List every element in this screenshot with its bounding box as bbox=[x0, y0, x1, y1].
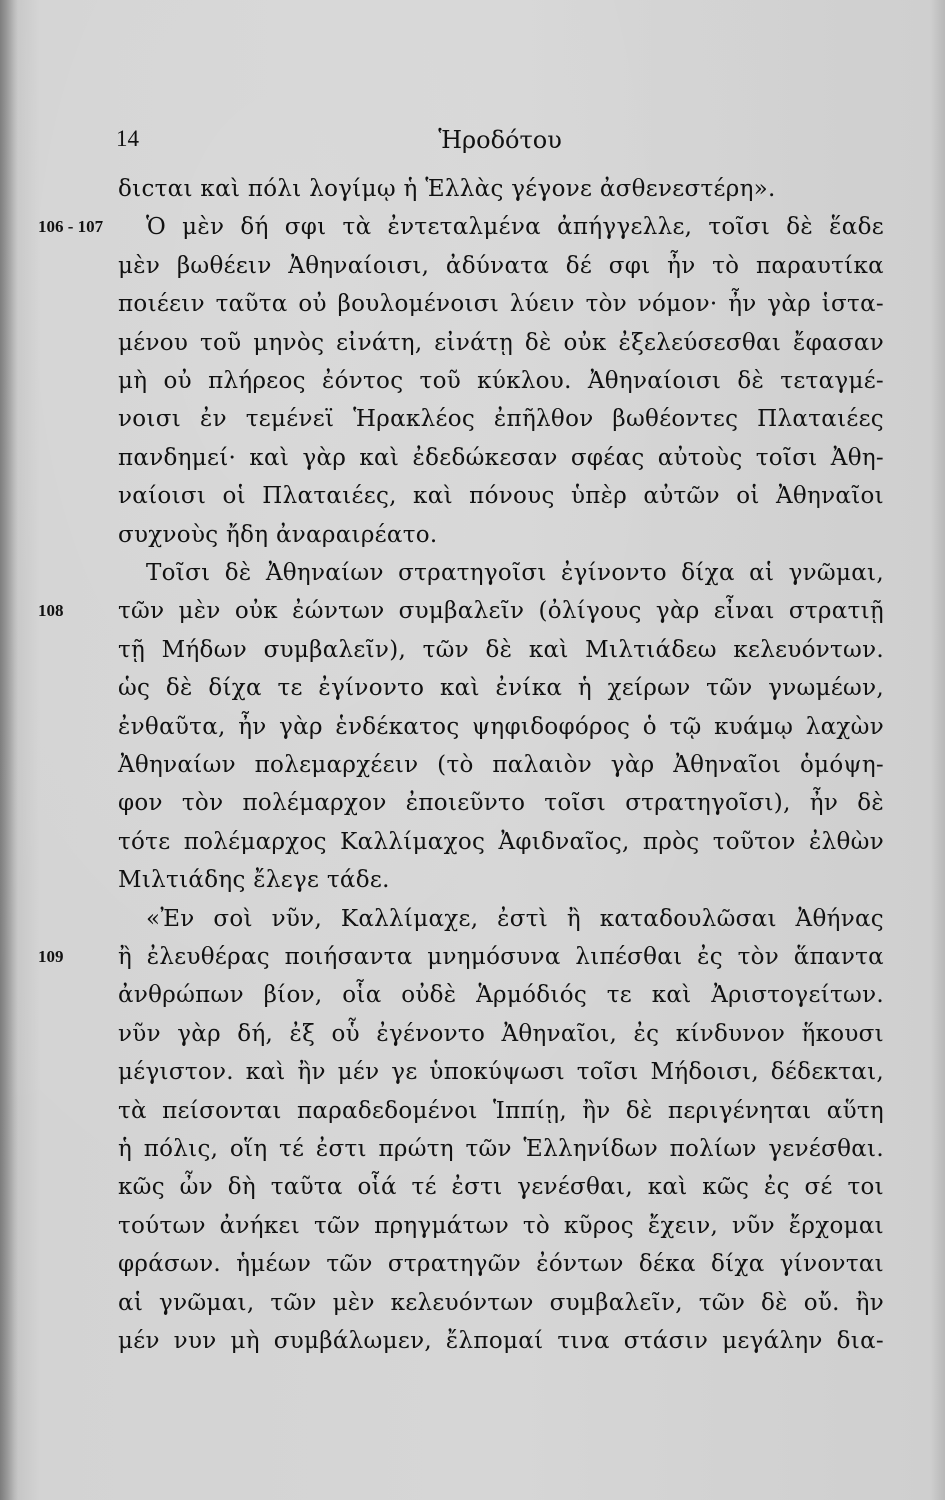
text-line: ἀνθρώπων βίον, οἷα οὐδὲ Ἁρμόδιός τε καὶ Ἀριστογείτων. bbox=[118, 982, 884, 1009]
text-line: μέν νυν μὴ συμβάλωμεν, ἔλπομαί τινα στάσιν μεγάλην δια- bbox=[118, 1328, 884, 1354]
text-line: μένου τοῦ μηνὸς εἰνάτη, εἰνάτῃ δὲ οὐκ ἐξελεύσεσθαι ἔφασαν bbox=[118, 329, 884, 356]
running-title: Ἡροδότου bbox=[438, 126, 562, 154]
text-line: αἱ γνῶμαι, τῶν μὲν κελευόντων συμβαλεῖν, τῶν δὲ οὔ. ἢν bbox=[118, 1289, 884, 1316]
text-line: τῶν μὲν οὐκ ἐώντων συμβαλεῖν (ὀλίγους γὰρ εἶναι στρατιῇ bbox=[118, 598, 884, 625]
page-edge-shadow bbox=[0, 0, 18, 1500]
text-line: ἡ πόλις, οἵη τέ ἐστι πρώτη τῶν Ἑλληνίδων πολίων γενέσθαι. bbox=[118, 1136, 884, 1162]
text-line: συχνοὺς ἤδη ἀναραιρέατο. bbox=[118, 521, 438, 548]
text-line: μέγιστον. καὶ ἢν μέν γε ὑποκύψωσι τοῖσι Μήδοισι, δέδεκται, bbox=[118, 1059, 884, 1086]
text-line: νοισι ἐν τεμένεϊ Ἡρακλέος ἐπῆλθον βωθέοντες Πλαταιέες bbox=[118, 406, 884, 433]
text-line: τὰ πείσονται παραδεδομένοι Ἱππίῃ, ἢν δὲ περιγένηται αὕτη bbox=[118, 1097, 884, 1124]
text-line: φράσων. ἡμέων τῶν στρατηγῶν ἐόντων δέκα δίχα γίνονται bbox=[118, 1251, 884, 1278]
text-line: κῶς ὦν δὴ ταῦτα οἷά τέ ἐστι γενέσθαι, καὶ κῶς ἐς σέ τοι bbox=[118, 1174, 884, 1201]
text-line: ἐνθαῦτα, ἦν γὰρ ἑνδέκατος ψηφιδοφόρος ὁ τῷ κυάμῳ λαχὼν bbox=[118, 713, 884, 740]
text-line: ἢ ἐλευθέρας ποιήσαντα μνημόσυνα λιπέσθαι ἐς τὸν ἅπαντα bbox=[118, 944, 884, 970]
text-line: ποιέειν ταῦτα οὐ βουλομένοισι λύειν τὸν νόμον· ἦν γὰρ ἱστα- bbox=[118, 291, 884, 318]
text-line: φον τὸν πολέμαρχον ἐποιεῦντο τοῖσι στρατηγοῖσι), ἦν δὲ bbox=[118, 790, 884, 817]
text-line: ναίοισι οἱ Πλαταιέες, καὶ πόνους ὑπὲρ αὐτῶν οἱ Ἀθηναῖοι bbox=[118, 483, 884, 510]
margin-chapter-number: 106 - 107 bbox=[38, 217, 104, 237]
text-line: Ὁ μὲν δή σφι τὰ ἐντεταλμένα ἀπήγγελλε, τοῖσι δὲ ἕαδε bbox=[146, 214, 884, 241]
text-line: ὡς δὲ δίχα τε ἐγίνοντο καὶ ἐνίκα ἡ χείρων τῶν γνωμέων, bbox=[118, 675, 884, 702]
page-number: 14 bbox=[116, 126, 139, 151]
margin-chapter-number: 108 bbox=[38, 601, 64, 621]
text-line: «Ἐν σοὶ νῦν, Καλλίμαχε, ἐστὶ ἢ καταδουλῶσαι Ἀθήνας bbox=[146, 905, 884, 932]
page-header bbox=[0, 126, 945, 160]
text-line: τότε πολέμαρχος Καλλίμαχος Ἀφιδναῖος, πρὸς τοῦτον ἐλθὼν bbox=[118, 828, 884, 855]
text-line: πανδημεί· καὶ γὰρ καὶ ἐδεδώκεσαν σφέας αὐτοὺς τοῖσι Ἀθη- bbox=[118, 444, 884, 471]
margin-chapter-number: 109 bbox=[38, 947, 64, 966]
text-line: Μιλτιάδης ἔλεγε τάδε. bbox=[118, 867, 390, 894]
text-line: μὲν βωθέειν Ἀθηναίοισι, ἀδύνατα δέ σφι ἦν τὸ παραυτίκα bbox=[118, 252, 884, 279]
text-line: μὴ οὐ πλήρεος ἐόντος τοῦ κύκλου. Ἀθηναίοισι δὲ τεταγμέ- bbox=[118, 368, 884, 394]
text-line: Ἀθηναίων πολεμαρχέειν (τὸ παλαιὸν γὰρ Ἀθηναῖοι ὁμόψη- bbox=[118, 752, 884, 778]
text-line: Τοῖσι δὲ Ἀθηναίων στρατηγοῖσι ἐγίνοντο δίχα αἱ γνῶμαι, bbox=[146, 560, 884, 586]
text-line: διϲται καὶ πόλι λογίμῳ ἡ Ἑλλὰς γέγονε ἀσθενεστέρη». bbox=[118, 176, 776, 202]
text-line: νῦν γὰρ δή, ἐξ οὗ ἐγένοντο Ἀθηναῖοι, ἐς κίνδυνον ἥκουσι bbox=[118, 1020, 884, 1047]
text-line: τούτων ἀνήκει τῶν πρηγμάτων τὸ κῦρος ἔχειν, νῦν ἔρχομαι bbox=[118, 1212, 884, 1239]
text-line: τῇ Μήδων συμβαλεῖν), τῶν δὲ καὶ Μιλτιάδεω κελευόντων. bbox=[118, 636, 884, 663]
